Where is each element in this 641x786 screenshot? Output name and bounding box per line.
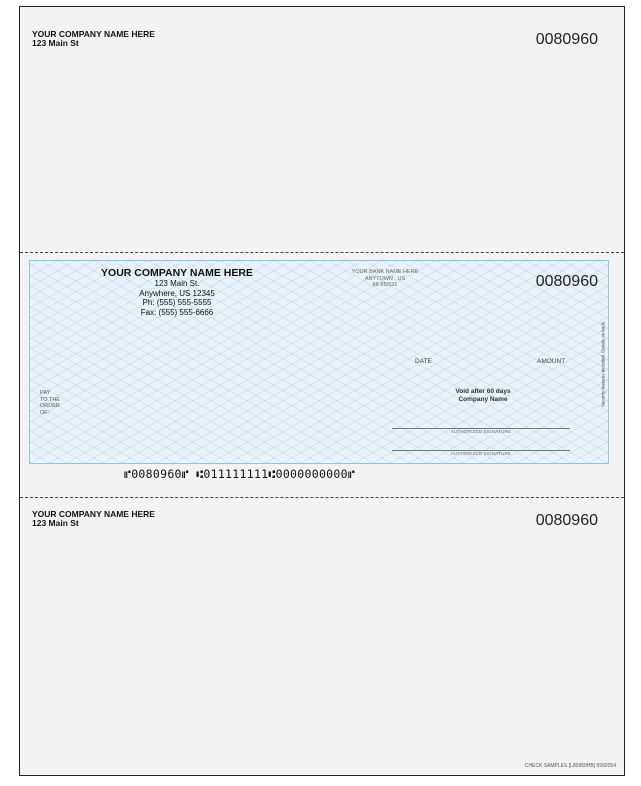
pay-line-1: PAY <box>40 390 51 396</box>
footer-text: CHECK SAMPLES [L80960HB] 5992054 <box>524 763 616 769</box>
void-notice <box>428 388 538 403</box>
perforation-line-top <box>20 252 624 253</box>
pay-line-3: ORDER <box>40 403 60 409</box>
check-company-block <box>92 267 262 317</box>
bottom-stub-company-name: YOUR COMPANY NAME HERE <box>32 509 155 519</box>
pay-line-2: TO THE <box>40 396 60 403</box>
security-note <box>599 289 607 439</box>
check-sheet <box>19 6 625 776</box>
signature-label-1: AUTHORIZED SIGNATURE <box>450 429 512 434</box>
bank-fraction: 68-85/531 <box>372 282 398 288</box>
bank-city: ANYTOWN , US <box>364 275 406 282</box>
check-body <box>29 260 609 464</box>
check-phone: Ph: (555) 555-5555 <box>142 298 212 307</box>
bank-name: YOUR BANK NAME HERE <box>351 269 419 275</box>
micr-line: ⑈0080960⑈ ⑆011111111⑆0000000000⑈ <box>124 467 356 481</box>
check-company-name: YOUR COMPANY NAME HERE <box>101 267 253 279</box>
top-stub-address: 123 Main St <box>32 38 79 48</box>
top-stub-company-name: YOUR COMPANY NAME HERE <box>32 29 155 39</box>
signature-label-2: AUTHORIZED SIGNATURE <box>450 451 512 456</box>
bottom-stub-check-number: 0080960 <box>535 512 598 529</box>
pay-line-4: OF: <box>40 409 50 416</box>
bottom-stub-address: 123 Main St <box>32 518 79 528</box>
bottom-stub <box>20 499 624 775</box>
pay-to-label <box>40 390 60 416</box>
check-address-line2: Anywhere, US 12345 <box>139 288 215 298</box>
date-label: DATE <box>415 358 432 365</box>
void-text: Void after 60 days <box>455 388 511 395</box>
void-company: Company Name <box>458 395 508 403</box>
amount-label: AMOUNT <box>537 358 566 365</box>
top-stub <box>20 7 624 252</box>
top-stub-check-number: 0080960 <box>535 31 598 48</box>
security-note-text: Security features included. Details on back. <box>600 320 606 408</box>
bank-info <box>340 269 430 289</box>
check-number: 0080960 <box>535 273 598 290</box>
check-fax: Fax: (555) 555-6666 <box>140 307 214 317</box>
perforation-line-bottom <box>20 497 624 498</box>
check-address-line1: 123 Main St. <box>154 279 200 288</box>
